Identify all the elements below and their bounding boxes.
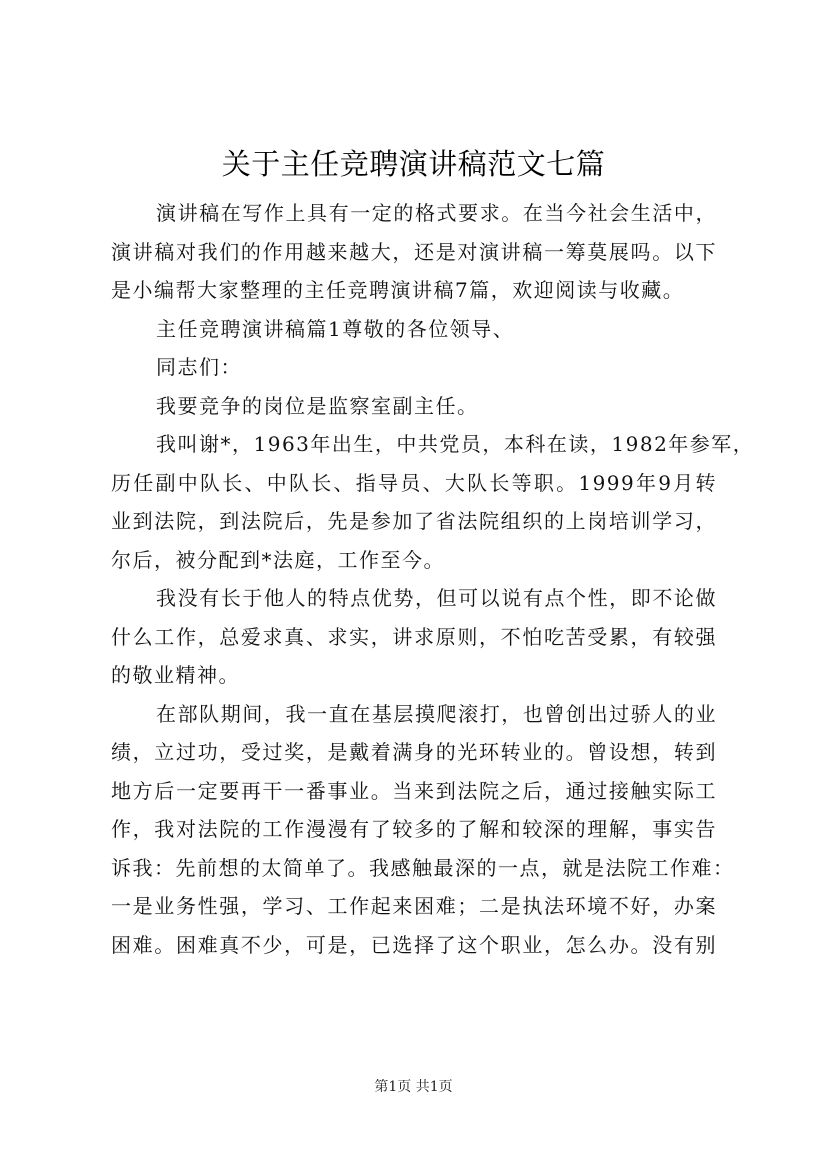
body-line: 我叫谢*，1963年出生，中共党员，本科在读，1982年参军， xyxy=(156,432,755,456)
body-line: 在部队期间，我一直在基层摸爬滚打，也曾创出过骄人的业 xyxy=(156,701,717,726)
body-line: 演讲稿对我们的作用越来越大，还是对演讲稿一筹莫展吗。以下 xyxy=(111,239,717,264)
document-title: 关于主任竞聘演讲稿范文七篇 xyxy=(221,147,606,181)
body-line: 主任竞聘演讲稿篇1尊敬的各位领导、 xyxy=(156,316,515,341)
body-line: 什么工作，总爱求真、求实，讲求原则，不怕吃苦受累，有较强 xyxy=(111,624,717,649)
body-line: 我没有长于他人的特点优势，但可以说有点个性，即不论做 xyxy=(156,586,717,610)
body-line: 演讲稿在写作上具有一定的格式要求。在当今社会生活中， xyxy=(156,201,717,225)
body-line: 历任副中队长、中队长、指导员、大队长等职。1999年9月转 xyxy=(111,470,717,495)
body-line: 的敬业精神。 xyxy=(111,663,240,687)
body-line: 绩，立过功，受过奖，是戴着满身的光环转业的。曾设想，转到 xyxy=(111,740,717,764)
body-line: 同志们： xyxy=(156,355,242,379)
body-line: 地方后一定要再干一番事业。当来到法院之后，通过接触实际工 xyxy=(111,778,717,803)
body-line: 是小编帮大家整理的主任竞聘演讲稿7篇，欢迎阅读与收藏。 xyxy=(111,278,685,302)
body-line: 业到法院，到法院后，先是参加了省法院组织的上岗培训学习， xyxy=(111,509,717,533)
document-body xyxy=(111,194,755,964)
page-footer: 第1页 共1页 xyxy=(374,1079,453,1095)
body-line: 尔后，被分配到*法庭，工作至今。 xyxy=(111,547,445,572)
body-line: 一是业务性强，学习、工作起来困难；二是执法环境不好，办案 xyxy=(111,894,717,918)
body-line: 诉我：先前想的太简单了。我感触最深的一点，就是法院工作难： xyxy=(111,855,735,880)
body-line: 作，我对法院的工作漫漫有了较多的了解和较深的理解，事实告 xyxy=(111,817,717,841)
body-line: 困难。困难真不少，可是，已选择了这个职业，怎么办。没有别 xyxy=(111,932,717,957)
body-line: 我要竞争的岗位是监察室副主任。 xyxy=(156,393,479,418)
